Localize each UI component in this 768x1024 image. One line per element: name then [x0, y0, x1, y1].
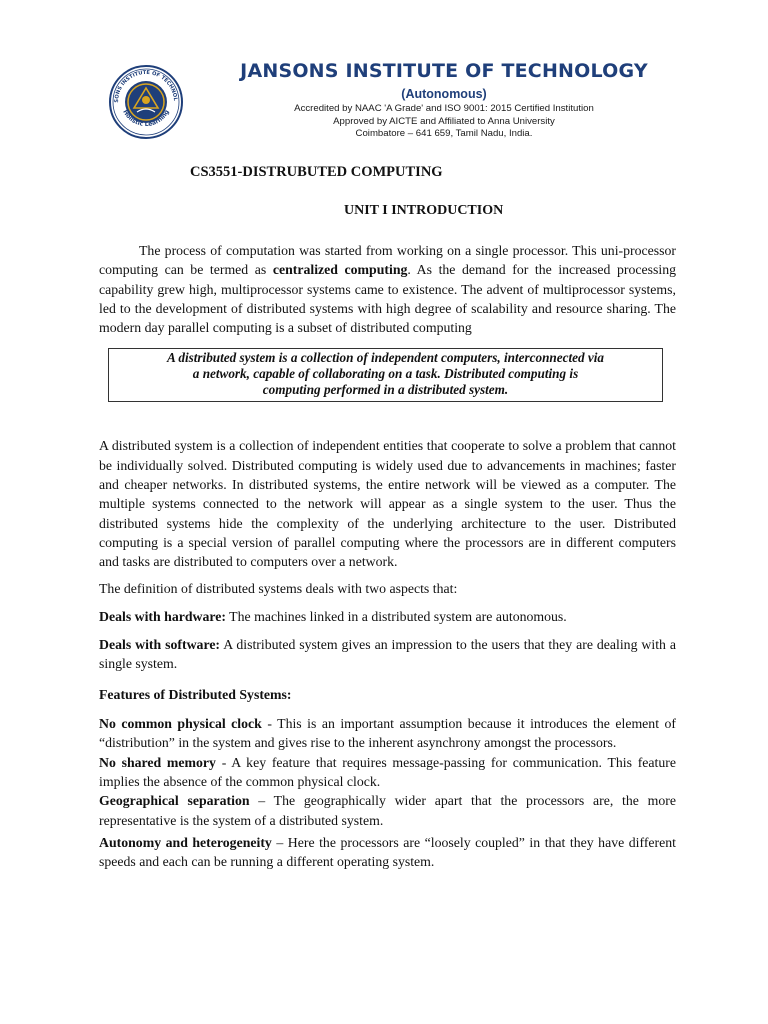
course-title: CS3551-DISTRUBUTED COMPUTING — [190, 164, 443, 180]
hardware-label: Deals with hardware: — [99, 608, 226, 624]
definition-line-3: computing performed in a distributed system. — [262, 382, 509, 398]
feature-item — [99, 753, 676, 792]
feature-label: Geographical separation — [99, 793, 250, 809]
svg-text:JANSONS INSTITUTE OF TECHNOLOG: SONS INSTITUTE OF TECHNOL — [113, 69, 178, 103]
intro-paragraph — [99, 241, 676, 337]
feature-text: - This is an important assumption because it introduces the element of “distribution” in the system and gives rise to the inherent asynchrony amongst the processors. — [99, 716, 676, 751]
feature-item — [99, 791, 676, 830]
feature-item — [99, 714, 676, 753]
feature-text: - A key feature that requires message-passing for communication. This feature implies the absence of the common physical clock. — [99, 754, 676, 789]
institute-logo — [108, 64, 184, 140]
accreditation-line: Accredited by NAAC 'A Grade' and ISO 9001: 2015 Certified Institution — [294, 103, 594, 114]
svg-text:Holistic Learning: Holistic Learning — [121, 108, 171, 129]
definition-line-2: a network, capable of collaborating on a task. Distributed computing is — [192, 366, 579, 382]
definition-line-1: A distributed system is a collection of independent computers, interconnected via — [166, 350, 604, 366]
distributed-system-paragraph: A distributed system is a collection of independent entities that cooperate to solve a problem that cannot be individually solved. Distributed computing is widely used due to advancements in machines; faster and cheaper networks. In distributed systems, the entire network will be viewed as a computer. The multiple systems connected to the network will appear as a single system to the user. Thus the distributed systems hide the complexity of the underlying architecture to the user. Distributed computing is a special version of parallel computing where the processors are in different computers and tasks are distributed to computers over a network. — [99, 438, 676, 570]
document-body — [99, 241, 676, 871]
hardware-text: The machines linked in a distributed system are autonomous. — [225, 608, 567, 624]
hardware-paragraph — [99, 607, 676, 626]
feature-label: No common physical clock — [99, 716, 262, 732]
feature-item — [99, 833, 676, 872]
approval-line: Approved by AICTE and Affiliated to Anna University — [333, 116, 555, 127]
definition-box — [108, 348, 663, 402]
logo-emblem-icon — [108, 64, 184, 140]
letterhead — [0, 0, 768, 150]
features-heading-text: Features of Distributed Systems: — [99, 686, 292, 702]
intro-bold-term: centralized computing — [272, 262, 408, 278]
feature-label: Autonomy and heterogeneity — [99, 834, 272, 850]
software-paragraph — [99, 635, 676, 674]
feature-text: – The geographically wider apart that the processors are, the more representative is the system of a distributed system. — [99, 793, 676, 828]
intro-text-after: . As the demand for the increased processing capability grew high, multiprocessor systems came to existence. The advent of multiprocessor systems, led to the development of distributed systems with high degree of scalability and resource sharing. The modern day parallel computing is a subset of distributed computing — [99, 262, 676, 336]
feature-text: – Here the processors are “loosely coupled” in that they have different speeds and each can be running a different operating system. — [99, 834, 676, 870]
definition-intro: The definition of distributed systems deals with two aspects that: — [99, 580, 458, 596]
software-text: A distributed system gives an impression to the users that they are dealing with a single system. — [99, 637, 676, 672]
features-heading — [99, 685, 676, 704]
software-label: Deals with software: — [99, 637, 221, 653]
institute-subtitle: (Autonomous) — [401, 87, 487, 101]
feature-label: No shared memory — [99, 754, 216, 770]
intro-text-before: The process of computation was started from working on a single processor. This uni-processor computing can be termed as — [99, 243, 676, 278]
address-line: Coimbatore – 641 659, Tamil Nadu, India. — [355, 128, 533, 139]
institute-name: JANSONS INSTITUTE OF TECHNOLOGY — [240, 60, 648, 82]
unit-title: UNIT I INTRODUCTION — [344, 203, 504, 218]
